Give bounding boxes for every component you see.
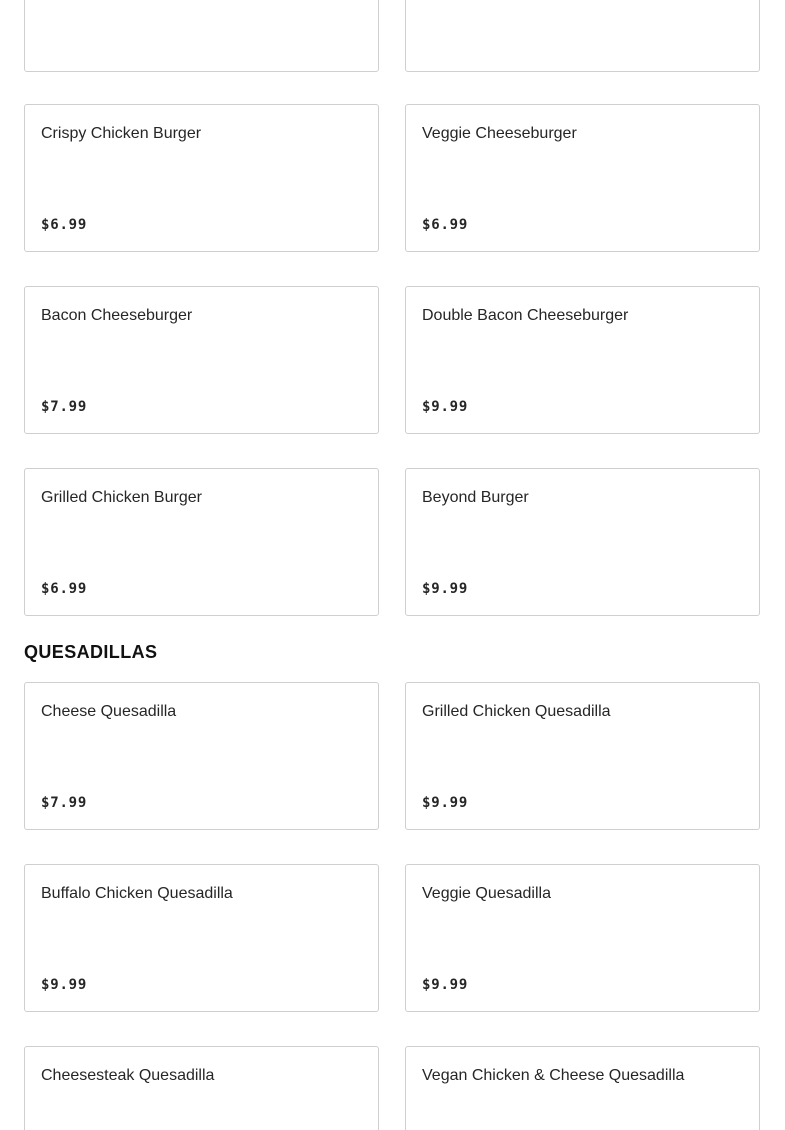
menu-item-card[interactable] xyxy=(24,0,379,72)
menu-item-card[interactable] xyxy=(405,104,760,252)
menu-item-card[interactable] xyxy=(405,682,760,830)
menu-item-price: $9.99 xyxy=(422,795,469,811)
menu-item-price: $6.99 xyxy=(41,217,88,233)
menu-item-card[interactable] xyxy=(24,468,379,616)
menu-item-name: Veggie Quesadilla xyxy=(422,885,551,902)
menu-item-card[interactable] xyxy=(405,286,760,434)
menu-item-card[interactable] xyxy=(24,286,379,434)
menu-item-name: Double Bacon Cheeseburger xyxy=(422,307,629,324)
menu-item-name: Buffalo Chicken Quesadilla xyxy=(41,885,233,902)
menu-item-name: Veggie Cheeseburger xyxy=(422,125,577,142)
menu-item-name: Vegan Chicken & Cheese Quesadilla xyxy=(422,1067,685,1084)
menu-item-name: Cheese Quesadilla xyxy=(41,703,177,720)
menu-item-card[interactable] xyxy=(24,682,379,830)
menu-item-card[interactable] xyxy=(24,104,379,252)
menu-item-price: $9.99 xyxy=(422,977,469,993)
menu-item-name: Cheesesteak Quesadilla xyxy=(41,1067,215,1084)
menu-item-card[interactable] xyxy=(405,864,760,1012)
menu-item-price: $9.99 xyxy=(422,581,469,597)
menu-item-name: Grilled Chicken Quesadilla xyxy=(422,703,611,720)
menu-item-price: $7.99 xyxy=(41,795,88,811)
menu-item-name: Crispy Chicken Burger xyxy=(41,125,202,142)
menu-item-card[interactable] xyxy=(24,1046,379,1130)
menu-item-card[interactable] xyxy=(405,0,760,72)
menu-item-card[interactable] xyxy=(405,1046,760,1130)
menu-item-card[interactable] xyxy=(24,864,379,1012)
menu-item-price: $6.99 xyxy=(422,217,469,233)
menu-item-price: $6.99 xyxy=(41,581,88,597)
menu-item-price: $7.99 xyxy=(41,399,88,415)
menu-item-name: Grilled Chicken Burger xyxy=(41,489,202,506)
menu-item-price: $9.99 xyxy=(41,977,88,993)
menu-item-name: Bacon Cheeseburger xyxy=(41,307,193,324)
section-heading-quesadillas: QUESADILLAS xyxy=(24,642,158,662)
menu-item-name: Beyond Burger xyxy=(422,489,529,506)
menu-item-card[interactable] xyxy=(405,468,760,616)
menu-item-price: $9.99 xyxy=(422,399,469,415)
